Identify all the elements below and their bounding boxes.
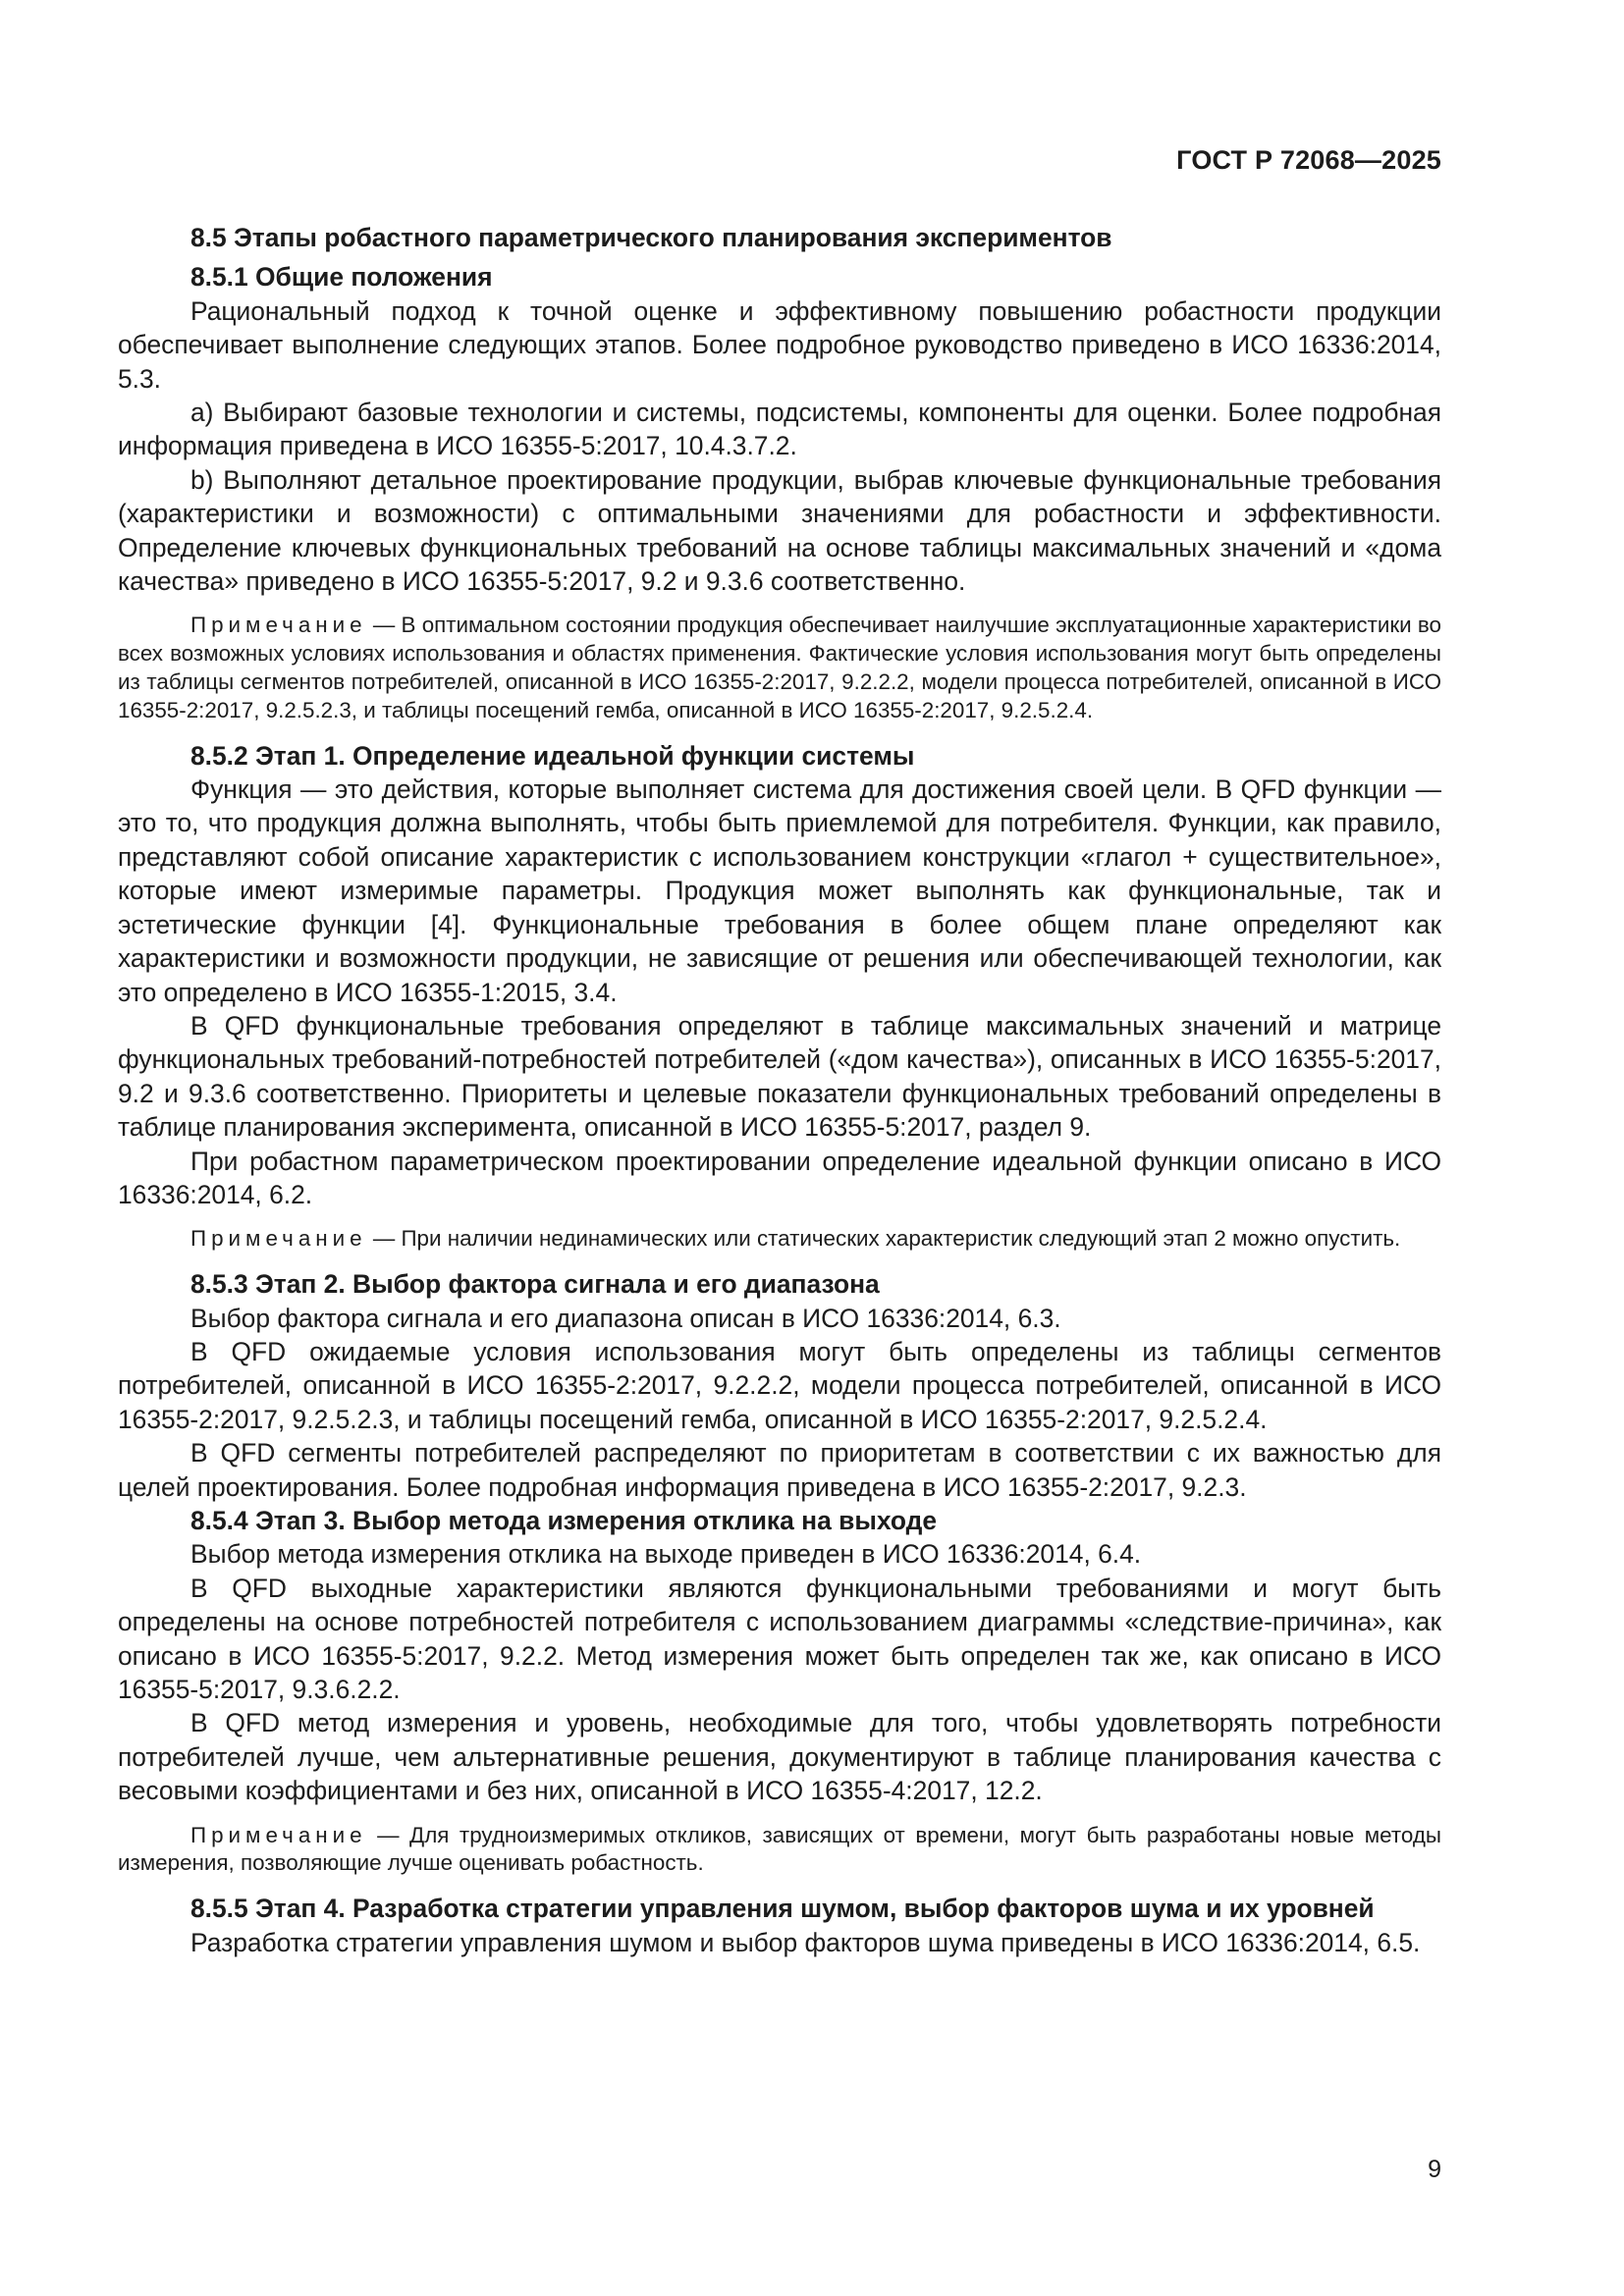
subsection-title-8-5-4: 8.5.4 Этап 3. Выбор метода измерения отклика на выходе bbox=[190, 1505, 938, 1535]
paragraph: Функция — это действия, которые выполняет система для достижения своей цели. В QFD функции — это то, что продукция должна выполнять, чтобы быть приемлемой для потребителя. Функции, как правило, представляют собой описание характеристик с использованием конструкции «глагол + существительное», которые имеют измеримые параметры. Продукция может выполнять как функциональные, так и эстетические функции [4]. Функциональные требования в более общем плане определяют как характеристики и возможности продукции, не зависящие от решения или обеспечивающей технологии, как это определено в ИСО 16355-1:2015, 3.4. bbox=[118, 774, 1441, 1007]
paragraph: Рациональный подход к точной оценке и эффективному повышению робастности продукции обеспечивает выполнение следующих этапов. Более подробное руководство приведено в ИСО 16336:2014, 5.3. bbox=[118, 295, 1441, 394]
note-text: — Для трудноизмеримых откликов, зависящих от времени, могут быть разработаны новые методы измерения, позволяющие лучше оценивать робастность. bbox=[118, 1822, 1441, 1876]
paragraph: Выбор метода измерения отклика на выходе приведен в ИСО 16336:2014, 6.4. bbox=[190, 1539, 1142, 1570]
note-label: Примечание bbox=[190, 613, 367, 638]
page-content bbox=[118, 221, 1441, 1959]
paragraph: В QFD ожидаемые условия использования могут быть определены из таблицы сегментов потребителей, описанной в ИСО 16355-2:2017, 9.2.2.2, модели процесса потребителей, описанной в ИСО 16355-2:2017, 9.2.5.2.3, и таблицы посещений гемба, описанной в ИСО 16355-2:2017, 9.2.5.2.4. bbox=[118, 1336, 1441, 1434]
paragraph: В QFD метод измерения и уровень, необходимые для того, чтобы удовлетворять потребности потребителей лучше, чем альтернативные решения, документируют в таблице планирования качества с весовыми коэффициентами и без них, описанной в ИСО 16355-4:2017, 12.2. bbox=[118, 1708, 1441, 1806]
standard-designation: ГОСТ Р 72068—2025 bbox=[1176, 145, 1441, 175]
paragraph: В QFD выходные характеристики являются функциональными требованиями и могут быть определены на основе потребностей потребителя с использованием диаграммы «следствие-причина», как описано в ИСО 16355-5:2017, 9.2.2. Метод измерения может быть определен так же, как описано в ИСО 16355-5:2017, 9.3.6.2.2. bbox=[118, 1573, 1441, 1705]
subsection-title-8-5-1: 8.5.1 Общие положения bbox=[190, 262, 493, 293]
section-title: 8.5 Этапы робастного параметрического планирования экспериментов bbox=[190, 223, 1112, 252]
page-number: 9 bbox=[1428, 2156, 1441, 2183]
paragraph: В QFD сегменты потребителей распределяют по приоритетам в соответствии с их важностью для целей проектирования. Более подробная информация приведена в ИСО 16355-2:2017, 9.2.3. bbox=[118, 1438, 1441, 1502]
note-text: — В оптимальном состоянии продукция обеспечивает наилучшие эксплуатационные характеристики во всех возможных условиях использования и областях применения. Фактические условия использования могут быть определены из таблицы сегментов потребителей, описанной в ИСО 16355-2:2017, 9.2.2.2, модели процесса потребителей, описанной в ИСО 16355-2:2017, 9.2.5.2.3, и таблицы посещений гемба, описанной в ИСО 16355-2:2017, 9.2.5.2.4. bbox=[118, 613, 1441, 722]
note-label: Примечание bbox=[190, 1226, 367, 1252]
list-item-a: a) Выбирают базовые технологии и системы, подсистемы, компоненты для оценки. Более подробная информация приведена в ИСО 16355-5:2017, 10.4.3.7.2. bbox=[118, 398, 1441, 461]
paragraph: Выбор фактора сигнала и его диапазона описан в ИСО 16336:2014, 6.3. bbox=[190, 1303, 1061, 1333]
subsection-title-8-5-3: 8.5.3 Этап 2. Выбор фактора сигнала и его диапазона bbox=[190, 1269, 880, 1300]
note bbox=[118, 1822, 1441, 1879]
list-item-b: b) Выполняют детальное проектирование продукции, выбрав ключевые функциональные требования (характеристики и возможности) с оптимальными значениями для робастности и эффективности. Определение ключевых функциональных требований на основе таблицы максимальных значений и «дома качества» приведено в ИСО 16355-5:2017, 9.2 и 9.3.6 соответственно. bbox=[118, 464, 1441, 597]
note bbox=[118, 612, 1441, 724]
subsection-title-8-5-5: 8.5.5 Этап 4. Разработка стратегии управления шумом, выбор факторов шума и их уровней bbox=[190, 1894, 1375, 1924]
note-text: — При наличии нединамических или статических характеристик следующий этап 2 можно опустить. bbox=[372, 1226, 1401, 1252]
paragraph: В QFD функциональные требования определяют в таблице максимальных значений и матрице функциональных требований-потребностей потребителей («дом качества»), описанных в ИСО 16355-5:2017, 9.2 и 9.3.6 соответственно. Приоритеты и целевые показатели функциональных требований определены в таблице планирования эксперимента, описанной в ИСО 16355-5:2017, раздел 9. bbox=[118, 1010, 1441, 1143]
note bbox=[118, 1225, 1441, 1254]
paragraph: При робастном параметрическом проектировании определение идеальной функции описано в ИСО 16336:2014, 6.2. bbox=[118, 1146, 1441, 1209]
paragraph: Разработка стратегии управления шумом и выбор факторов шума приведены в ИСО 16336:2014, 6.5. bbox=[190, 1927, 1421, 1957]
note-label: Примечание bbox=[190, 1822, 367, 1847]
subsection-title-8-5-2: 8.5.2 Этап 1. Определение идеальной функции системы bbox=[190, 740, 915, 771]
